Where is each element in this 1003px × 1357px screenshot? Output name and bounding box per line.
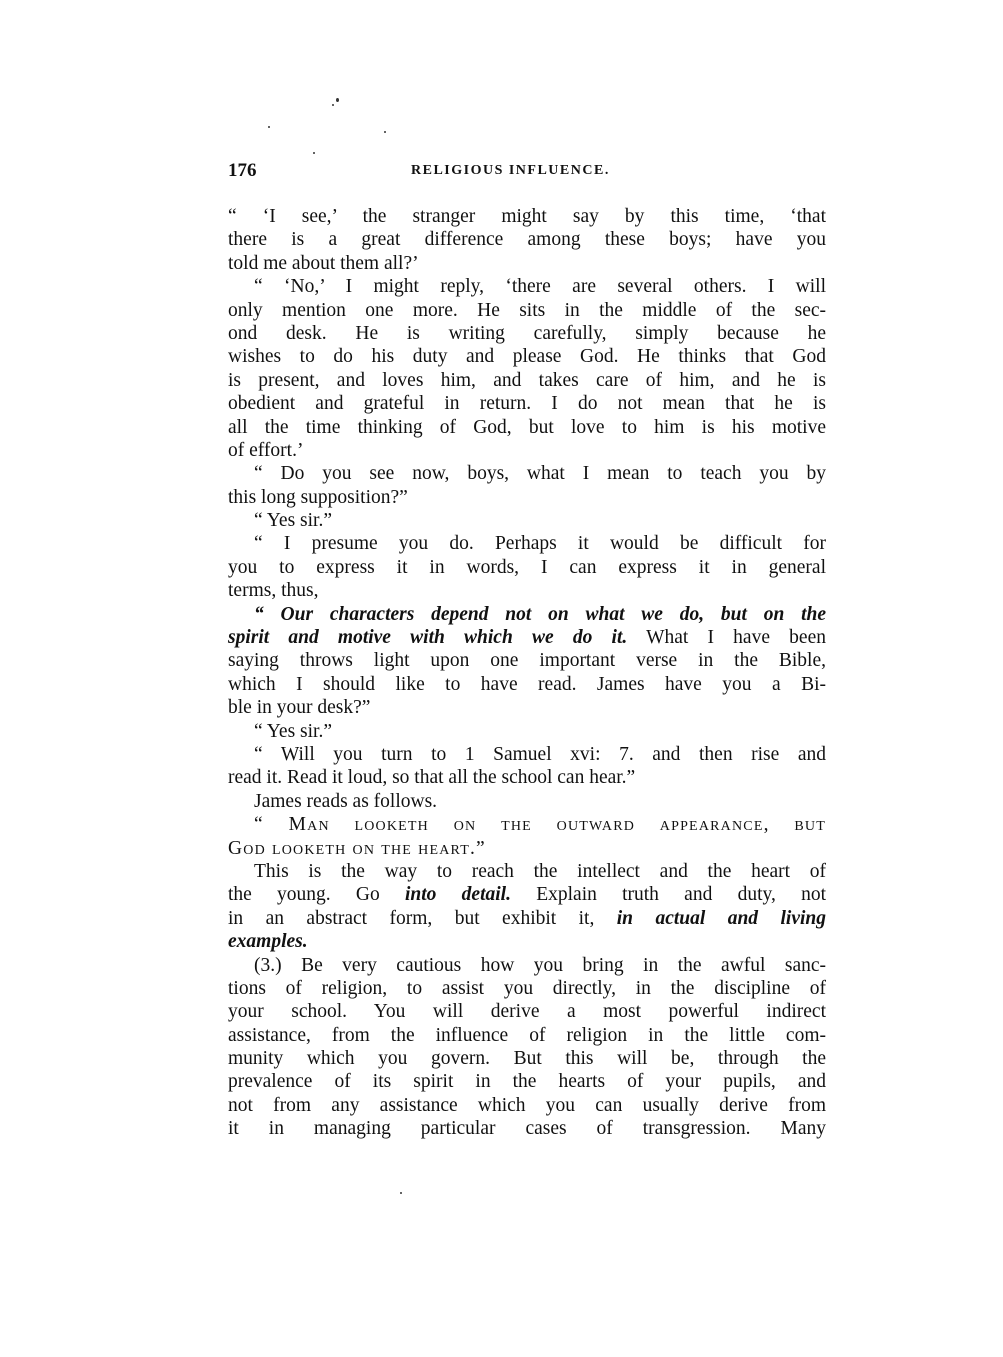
- text-line: “ Yes sir.”: [254, 510, 333, 532]
- scan-speck: [313, 152, 315, 154]
- text-line: [228, 930, 826, 953]
- text-line: ble in your desk?”: [228, 697, 371, 719]
- text-line: of effort.’: [228, 439, 304, 461]
- text-line: James reads as follows.: [254, 790, 438, 812]
- text-line: all the time thinking of God, but love to him is his motive: [228, 416, 826, 438]
- scripture-quote: “ Man looketh on the outward appearance, but: [254, 814, 826, 836]
- text-line: your school. You will derive a most powerful indirect: [228, 1001, 826, 1023]
- text-line: it in managing particular cases of transgression. Many: [228, 1118, 826, 1140]
- text-line: wishes to do his duty and please God. He thinks that God: [228, 346, 826, 368]
- text-line: read it. Read it loud, so that all the school can hear.”: [228, 767, 636, 789]
- text-line: “ Do you see now, boys, what I mean to teach you by: [254, 463, 826, 485]
- italic-text: examples.: [228, 931, 308, 953]
- text-line: terms, thus,: [228, 580, 319, 602]
- text-line: is present, and loves him, and takes care of him, and he is: [228, 369, 826, 391]
- page-number: 176: [228, 160, 257, 181]
- text-line: only mention one more. He sits in the middle of the sec-: [228, 299, 826, 321]
- text-line: This is the way to reach the intellect and the heart of: [254, 860, 826, 882]
- plain-text: the young. Go: [228, 884, 405, 906]
- scan-speck: [384, 131, 386, 133]
- text-line: [228, 626, 826, 649]
- text-line: “ I presume you do. Perhaps it would be difficult for: [254, 533, 826, 555]
- plain-text: in an abstract form, but exhibit it,: [228, 907, 617, 929]
- text-line: not from any assistance which you can usually derive from: [228, 1094, 826, 1116]
- text-line: [228, 907, 826, 930]
- scripture-quote: God looketh on the heart.”: [228, 837, 486, 859]
- scan-speck: [268, 126, 270, 128]
- italic-text: into detail.: [405, 884, 511, 906]
- plain-text: Explain truth and duty, not: [510, 884, 826, 906]
- scan-speck: [332, 104, 334, 106]
- text-line: told me about them all?’: [228, 252, 419, 274]
- italic-text: in actual and living: [616, 907, 826, 929]
- text-line: “ ‘No,’ I might reply, ‘there are several others. I will: [254, 276, 826, 298]
- text-line: obedient and grateful in return. I do not mean that he is: [228, 393, 826, 415]
- text-line: this long supposition?”: [228, 486, 408, 508]
- text-line: “ ‘I see,’ the stranger might say by this time, ‘that: [228, 206, 826, 227]
- text-line: [228, 603, 826, 626]
- text-line: assistance, from the influence of religion in the little com-: [228, 1024, 826, 1046]
- running-head: RELIGIOUS INFLUENCE.: [411, 163, 610, 178]
- scan-speck: [400, 1192, 402, 1194]
- text-line: which I should like to have read. James have you a Bi-: [228, 673, 826, 695]
- text-line: [228, 883, 826, 906]
- italic-text: spirit and motive with which we do it.: [228, 627, 628, 649]
- text-line: “ Yes sir.”: [254, 720, 333, 742]
- plain-text: What I have been: [627, 627, 826, 649]
- text-line: (3.) Be very cautious how you bring in the awful sanc-: [254, 954, 826, 976]
- page-header: [228, 160, 826, 188]
- text-line: there is a great difference among these boys; have you: [228, 229, 826, 251]
- text-line: ond desk. He is writing carefully, simply because he: [228, 322, 826, 344]
- text-line: you to express it in words, I can express it in general: [228, 556, 826, 578]
- text-line: tions of religion, to assist you directly, in the discipline of: [228, 977, 826, 999]
- text-line: munity which you govern. But this will be, through the: [228, 1048, 826, 1070]
- scan-speck: [336, 98, 339, 102]
- body-text: [228, 205, 826, 1141]
- text-line: prevalence of its spirit in the hearts of your pupils, and: [228, 1071, 826, 1093]
- text-line: “ Will you turn to 1 Samuel xvi: 7. and then rise and: [254, 743, 826, 765]
- text-line: saying throws light upon one important verse in the Bible,: [228, 650, 826, 672]
- italic-text: “ Our characters depend not on what we do, but on the: [254, 603, 826, 625]
